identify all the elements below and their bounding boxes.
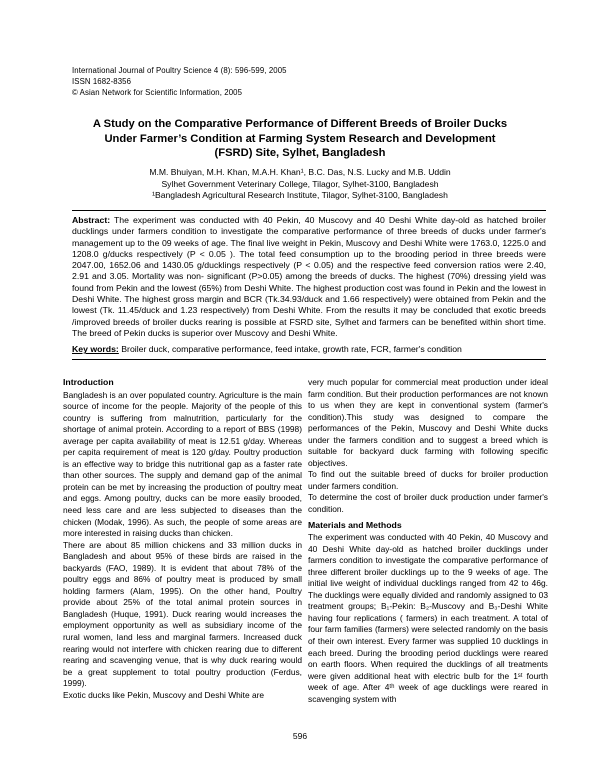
authors-line: M.M. Bhuiyan, M.H. Khan, M.A.H. Khan¹, B.C. Das, N.S. Lucky and M.B. Uddin (149, 167, 451, 177)
materials-methods-para: The experiment was conducted with 40 Pekin, 40 Muscovy and 40 Deshi White day-old as hatched broiler ducklings under farmers condition to investigate the comparative performance of three different broiler ducklings up to the 9 weeks of age. The initial live weight of individual ducklings ranged from 42 to 46g. The ducklings were equally divided and randomly assigned to 03 treatment groups; B₁-Pekin: B₂-Muscovy and B₃-Deshi White having four replications ( farmers) in each treatment. A total of four farm families (farmers) were selected randomly on the basis of their own interest. Every farmer was supplied 10 ducklings in each breed. During the brooding period ducklings were reared on earth floors. When required the ducklings of all treatments were given additional heat with electric bulb for the 1ˢᵗ fourth week of age. After 4ᵗʰ week of age ducklings were reared in scavenging system with (308, 532, 548, 704)
objective-1: To find out the suitable breed of ducks for broiler production under farmers condition. (308, 469, 548, 491)
keywords-text: Broiler duck, comparative performance, feed intake, growth rate, FCR, farmer's condition (121, 344, 462, 355)
right-column (308, 377, 548, 705)
keywords-label: Key words: (72, 344, 119, 355)
keywords-line (72, 344, 546, 355)
journal-copyright: © Asian Network for Scientific Information, 2005 (72, 87, 243, 97)
journal-header (72, 66, 287, 98)
keywords-bottom-rule (72, 359, 546, 360)
objective-2: To determine the cost of broiler duck production under farmer's condition. (308, 492, 548, 515)
abstract-text: The experiment was conducted with 40 Pekin, 40 Muscovy and 40 Deshi White day-old as hatched broiler ducklings under farmers condition to investigate the comparative performance of three breeds of ducks under farmer's management up to the 09 weeks of age. The final live weight in Pekin, Muscovy and Deshi White were 1763.0, 1225.0 and 1208.0 g/ducks respectively (P < 0.05 ). The total feed consumption up to the brooding period in three breeds were 2047.00, 1652.06 and 1430.05 g/ducklings respectively (P < 0.05) and the respective feed conversion ratios were 2.40, 2.91 and 3.05. Mortality was non- significant (P>0.05) among the breeds of ducks. The highest (70%) dressing yield was found from Pekin and the lowest (65%) from Deshi White. The highest production cost was found in Pekin and the lowest in Deshi White. The highest gross margin and BCR (Tk.34.93/duck and 1.66 respectively) were obtained from Pekin and the lowest (Tk. 11.45/duck and 1.23 respectively) from Deshi White. From the results it may be concluded that exotic breeds /improved breeds of broiler ducks rearing is possible at FSRD site, Sylhet and farmers can be benefited within short time. The breed of Pekin ducks is superior over Muscovy and Deshi White. (72, 215, 546, 338)
abstract-top-rule (72, 210, 546, 211)
left-column (63, 377, 302, 705)
abstract-paragraph (72, 215, 546, 339)
affiliation-2: ¹Bangladesh Agricultural Research Institute, Tilagor, Sylhet-3100, Bangladesh (152, 190, 448, 201)
page-number: 596 (292, 731, 308, 741)
introduction-para-2: There are about 85 million chickens and 33 million ducks in Bangladesh and about 95% of these birds are raised in the backyards (FAO, 1989). It is evident that about 78% of the poultry eggs and 86% of poultry meat is produced by small holding farmers (Alam, 1995). On the other hand, Poultry provide about 25% of the total animal protein sources in Bangladesh (Huque, 1991). Duck rearing would increases the employment opportunity as well as subsidiary income of the rural women, land less and marginal farmers. Increased duck rearing would not interfere with chicken rearing due to different rearing and scavenging venue, that is why duck rearing would be a great supplement to total poultry production (Ferdus, 1999). (63, 539, 302, 689)
abstract-label: Abstract: (72, 215, 111, 225)
affiliation-1: Sylhet Government Veterinary College, Tilagor, Sylhet-3100, Bangladesh (161, 179, 439, 189)
journal-citation: International Journal of Poultry Science 4 (8): 596-599, 2005 (72, 66, 287, 75)
body-columns (63, 377, 548, 705)
right-column-para-1: very much popular for commercial meat production under ideal farm condition. But their production performances are not known to us when they are kept in conventional system (farmer's condition).This study was designed to compare the performances of the Pekin, Muscovy and Deshi White ducks under the farmers condition and to suggest a breed which is suitable for backyard duck farming with following specific objectives. (308, 377, 548, 468)
abstract-section (72, 210, 546, 360)
introduction-heading: Introduction (63, 377, 114, 387)
paper-title-line-2: Under Farmer’s Condition at Farming System Research and Development (104, 132, 496, 145)
introduction-para-1: Bangladesh is an over populated country. Agriculture is the main source of income for the people. Majority of the people of this country is suffering from malnutrition, particularly for the shortage of animal protein. According to a report of BBS (1998) average per capita availability of meat is 12.51 g/day. Whereas per capita requirement of meat is 120 g/day. Poultry production is an effective way to bridge this nutritional gap as a faster rate than other sources. The supply and demand gap of the animal protein can be met by increasing the production of poultry meat and eggs. Among poultry, ducks can be more easily brooded, need less care and are less subjected to diseases than the chicken (Modak, 1996). As such, the people of some areas are more interested in raising ducks than chicken. (63, 389, 302, 539)
paper-title (40, 117, 560, 161)
paper-title-line-1: A Study on the Comparative Performance of Different Breeds of Broiler Ducks (92, 118, 508, 130)
affiliations (40, 179, 560, 201)
materials-methods-heading: Materials and Methods (308, 519, 402, 530)
journal-issn: ISSN 1682-8356 (72, 76, 132, 86)
paper-title-line-3: (FSRD) Site, Sylhet, Bangladesh (214, 147, 386, 160)
introduction-para-3: Exotic ducks like Pekin, Muscovy and Deshi White are (63, 689, 265, 700)
